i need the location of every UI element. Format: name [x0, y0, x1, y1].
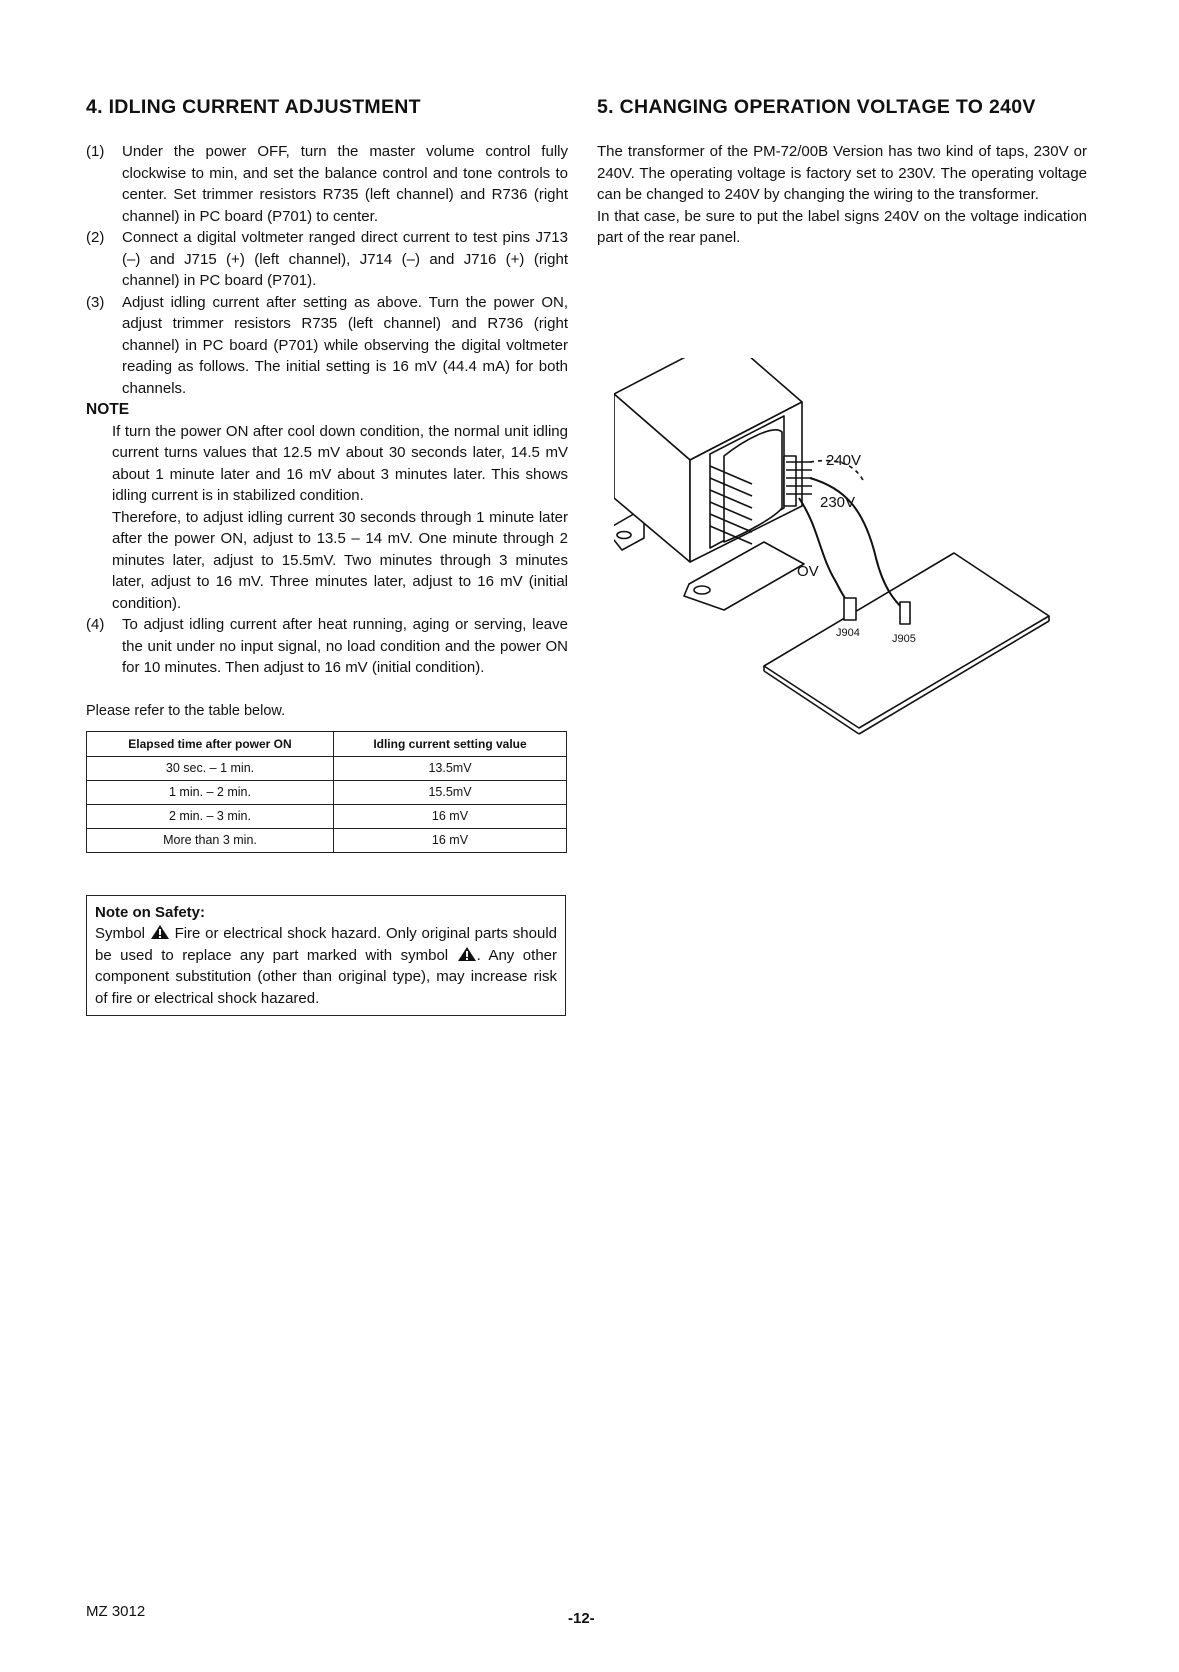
table-cell: 30 sec. – 1 min.: [87, 756, 334, 780]
safety-note-title: Note on Safety:: [95, 903, 206, 921]
warning-triangle-icon: [150, 924, 170, 940]
step-number: (1): [86, 143, 105, 160]
label-0v: OV: [797, 563, 819, 580]
table-cell: 2 min. – 3 min.: [87, 804, 334, 828]
safety-text-part-2: . Any other component substitution (other than original type), may increase risk of fire or electrical shock hazared.: [95, 946, 557, 1007]
table-row: [87, 780, 567, 804]
table-cell: 13.5mV: [334, 756, 567, 780]
table-row: [87, 828, 567, 852]
note-body: [86, 421, 568, 615]
page-number: -12-: [568, 1610, 595, 1627]
idling-current-table: [86, 731, 567, 853]
note-paragraph-1: If turn the power ON after cool down condition, the normal unit idling current turns values that 12.5 mV about 30 seconds later, 14.5 mV about 1 minute later and 16 mV about 3 minutes later. This shows idling current is in stabilized condition.: [112, 422, 568, 504]
section5-paragraph-2: In that case, be sure to put the label signs 240V on the voltage indication part of the rear panel.: [597, 207, 1087, 246]
step-1: [86, 141, 568, 227]
symbol-word: Symbol: [95, 925, 146, 942]
terminal-block: [784, 456, 796, 506]
connector-j905: [900, 602, 910, 624]
wire-to-j904: [799, 498, 854, 614]
refer-text: Please refer to the table below.: [86, 702, 286, 719]
connector-j904: [844, 598, 856, 620]
step-number: (4): [86, 616, 105, 633]
column-header: Idling current setting value: [334, 731, 567, 756]
table-cell: More than 3 min.: [87, 828, 334, 852]
step-text: Under the power OFF, turn the master volume control fully clockwise to min, and set the balance control and tone controls to center. Set trimmer resistors R735 (left channel) and R736 (right channel) in PC board (P701) to center.: [122, 143, 568, 225]
section-idling-current: [86, 96, 568, 1016]
table-cell: 16 mV: [334, 828, 567, 852]
adjustment-steps: [86, 141, 568, 399]
table-cell: 16 mV: [334, 804, 567, 828]
safety-note-text: [95, 923, 557, 1009]
step-text: To adjust idling current after heat running, aging or serving, leave the unit under no input signal, no load condition and the power ON for 10 minutes. Then adjust to 16 mV (initial condition).: [122, 616, 568, 676]
safety-text-part-1: Fire or electrical shock hazard. Only original parts should be used to replace any part marked with symbol: [95, 925, 557, 964]
section-operation-voltage: [597, 96, 1087, 249]
section4-heading: 4. IDLING CURRENT ADJUSTMENT: [86, 96, 421, 118]
section5-heading: 5. CHANGING OPERATION VOLTAGE TO 240V: [597, 96, 1036, 118]
label-j904: J904: [836, 627, 860, 639]
step-text: Connect a digital voltmeter ranged direct current to test pins J713 (–) and J715 (+) (left channel), J714 (–) and J716 (+) (right channel) in PC board (P701).: [122, 229, 568, 289]
label-j905: J905: [892, 633, 916, 645]
transformer-wiring-diagram: [614, 358, 1054, 778]
step-number: (3): [86, 293, 105, 311]
section5-paragraph-1: The transformer of the PM-72/00B Version has two kind of taps, 230V or 240V. The operating voltage is factory set to 230V. The operating voltage can be changed to 240V by changing the wiring to the transformer.: [597, 143, 1087, 203]
model-number: MZ 3012: [86, 1603, 146, 1620]
label-230v: 230V: [820, 494, 856, 511]
note-paragraph-2: Therefore, to adjust idling current 30 seconds through 1 minute later after the power ON, adjust to 13.5 – 14 mV. One minute through 2 minutes later, adjust to 15.5mV. Two minutes through 3 minutes later, adjust to 16 mV. Three minutes later, adjust to 16 mV (initial condition).: [112, 508, 568, 612]
step-3: [86, 292, 568, 400]
column-header: Elapsed time after power ON: [87, 731, 334, 756]
table-cell: 15.5mV: [334, 780, 567, 804]
table-row: [87, 804, 567, 828]
safety-note-box: [86, 895, 566, 1017]
note-title: NOTE: [86, 401, 130, 418]
step-number: (2): [86, 229, 105, 246]
warning-triangle-icon: [457, 946, 477, 962]
table-header-row: [87, 731, 567, 756]
label-240v: 240V: [826, 452, 862, 469]
adjustment-steps-continued: [86, 614, 568, 679]
table-cell: 1 min. – 2 min.: [87, 780, 334, 804]
table-row: [87, 756, 567, 780]
step-text: Adjust idling current after setting as above. Turn the power ON, adjust trimmer resistors R735 (left channel) and R736 (right channel) in PC board (P701) while observing the digital voltmeter reading as follows. The initial setting is 16 mV (44.4 mA) for both channels.: [122, 293, 568, 397]
step-4: [86, 614, 568, 679]
step-2: [86, 227, 568, 292]
